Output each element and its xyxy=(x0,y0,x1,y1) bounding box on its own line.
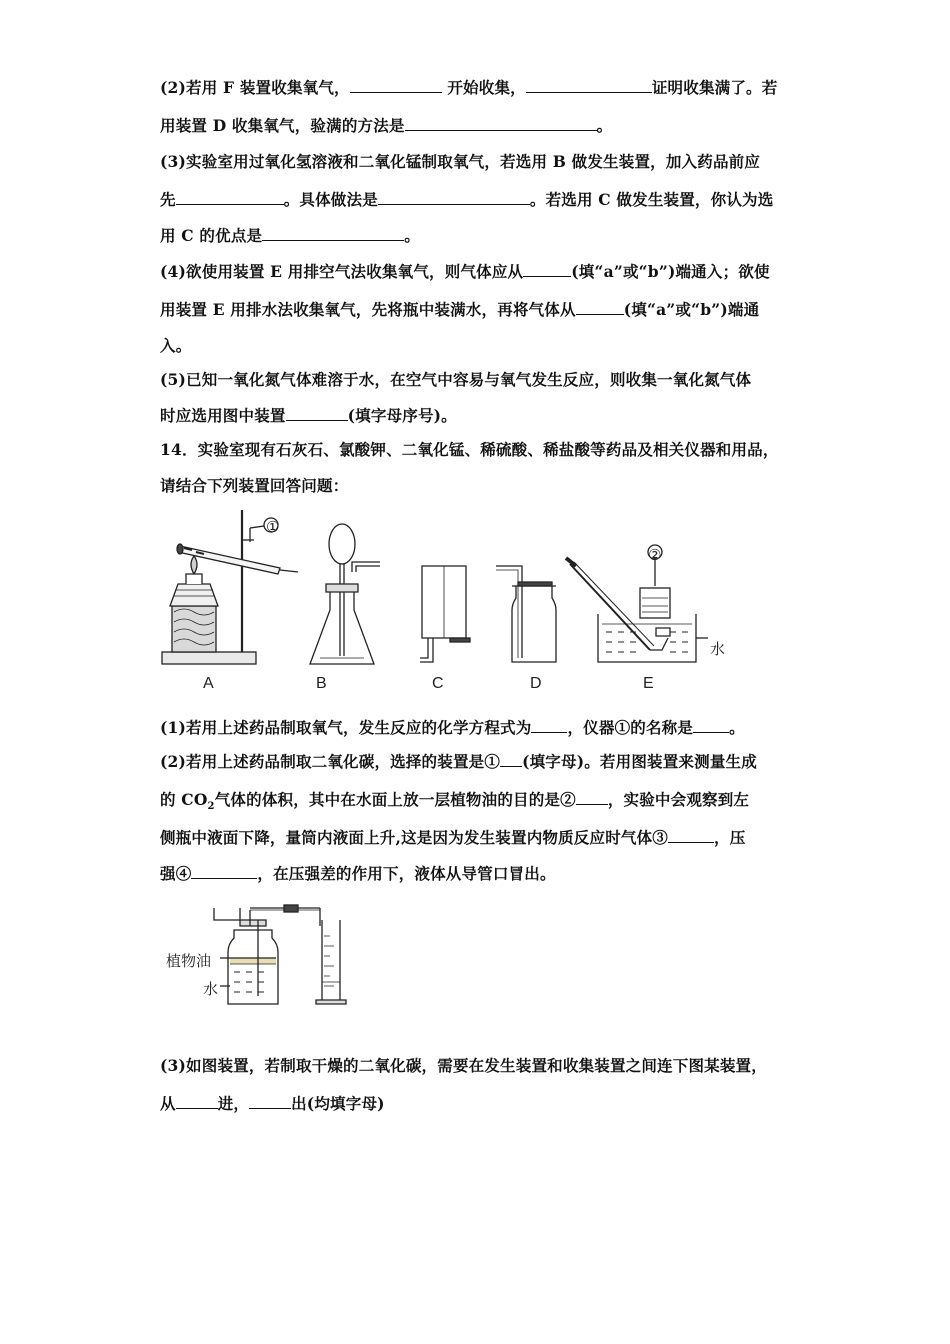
q13-p2-text-a: (2)若用 F 装置收集氧气， xyxy=(160,78,350,97)
q14-p2-line1 xyxy=(160,752,757,772)
q14-p3-text-d: 出(均填字母) xyxy=(291,1094,385,1113)
q14-p1-line xyxy=(160,718,745,738)
q13-p2-line1 xyxy=(160,78,777,98)
water-label-2: 水 xyxy=(203,981,219,998)
q14-stem-line2 xyxy=(160,476,348,496)
q13-p2-text-b: 开始收集， xyxy=(441,78,526,97)
answer-blank[interactable] xyxy=(576,790,608,805)
q14-p2-text-c2: 气体的体积，其中在水面上放一层植物油的目的是② xyxy=(214,790,576,809)
vegetable-oil-label: 植物油 xyxy=(166,953,212,970)
q13-p5-line1 xyxy=(160,370,751,390)
answer-blank[interactable] xyxy=(176,190,284,205)
q14-p2-text-a: (2)若用上述药品制取二氧化碳，选择的装置是① xyxy=(160,752,501,771)
answer-blank[interactable] xyxy=(286,406,348,421)
q14-p2-text-c3: ，实验中会观察到左 xyxy=(607,790,750,809)
q13-p3-text-c: 。具体做法是 xyxy=(283,190,378,209)
q13-p3-line2 xyxy=(160,190,773,210)
answer-blank[interactable] xyxy=(693,718,729,733)
q13-p4-line2 xyxy=(160,300,759,320)
q13-p3-text-d: 。若选用 C 做发生装置，你认为选 xyxy=(529,190,774,209)
q13-p3-text-f: 。 xyxy=(404,226,420,245)
measurement-figure xyxy=(200,896,370,1012)
answer-blank[interactable] xyxy=(500,752,522,767)
q13-p5-line2 xyxy=(160,406,457,426)
q14-p2-text-d2: ，压 xyxy=(714,828,746,847)
answer-blank[interactable] xyxy=(176,1094,218,1109)
q14-p2-text-b: (填字母)。若用图装置来测量生成 xyxy=(522,752,757,771)
label-d: D xyxy=(530,675,542,692)
q13-p3-line1 xyxy=(160,152,760,172)
q13-p4-text-e: 入。 xyxy=(160,336,192,355)
answer-blank[interactable] xyxy=(191,864,257,879)
q13-p3-text-b: 先 xyxy=(160,190,176,209)
q13-p5-text-c: (填字母序号)。 xyxy=(347,406,457,425)
q14-p2-text-d1: 侧瓶中液面下降，量筒内液面上升,这是因为发生装置内物质反应时气体③ xyxy=(160,828,668,847)
answer-blank[interactable] xyxy=(378,190,530,205)
q14-p2-text-c1: 的 CO xyxy=(160,790,208,809)
q13-p2-text-e: 。 xyxy=(596,116,613,135)
answer-blank[interactable] xyxy=(405,116,597,131)
q14-p2-line3 xyxy=(160,828,745,848)
q13-p3-line3 xyxy=(160,226,420,246)
q13-p4-text-d: (填“a”或“b”)端通 xyxy=(623,300,760,319)
co2-subscript: 2 xyxy=(207,801,215,813)
q14-p2-line4 xyxy=(160,864,556,884)
apparatus-e xyxy=(566,545,708,662)
q13-p5-text-b: 时应选用图中装置 xyxy=(160,406,286,425)
answer-blank[interactable] xyxy=(668,828,714,843)
apparatus-c xyxy=(420,566,470,662)
q14-p2-text-e2: ，在压强差的作用下，液体从导管口冒出。 xyxy=(257,864,556,883)
mark-2-label: ② xyxy=(648,547,662,564)
q13-p2-text-c: 证明收集满了。若 xyxy=(651,78,778,97)
q13-p2-text-d: 用装置 D 收集氧气，验满的方法是 xyxy=(160,116,405,135)
q14-stem-line1 xyxy=(160,440,779,460)
answer-blank[interactable] xyxy=(531,718,567,733)
q14-p1-text-b: ，仪器①的名称是 xyxy=(567,718,694,737)
q13-p2-line2 xyxy=(160,116,612,136)
q13-p4-line1 xyxy=(160,262,770,282)
q13-p4-line3 xyxy=(160,336,191,356)
q14-p1-text-a: (1)若用上述药品制取氧气，发生反应的化学方程式为 xyxy=(160,718,532,737)
label-b: B xyxy=(316,675,327,692)
q14-p3-text-b: 从 xyxy=(160,1094,176,1113)
apparatus-b xyxy=(310,524,380,664)
q14-p3-text-c: 进， xyxy=(217,1094,250,1113)
answer-blank[interactable] xyxy=(523,262,571,277)
apparatus-figure xyxy=(150,500,750,700)
q14-p1-text-c: 。 xyxy=(729,718,745,737)
q14-p3-text-a: (3)如图装置，若制取干燥的二氧化碳，需要在发生装置和收集装置之间连下图某装置， xyxy=(160,1056,767,1075)
apparatus-d xyxy=(496,566,556,662)
label-a: A xyxy=(203,675,214,692)
q13-p5-text-a: (5)已知一氧化氮气体难溶于水，在空气中容易与氧气发生反应，则收集一氧化氮气体 xyxy=(160,370,752,389)
q14-p3-line1 xyxy=(160,1056,767,1076)
q13-p4-text-a: (4)欲使用装置 E 用排空气法收集氧气，则气体应从 xyxy=(160,262,524,281)
answer-blank[interactable] xyxy=(350,78,442,93)
q14-p2-line2 xyxy=(160,790,749,817)
answer-blank[interactable] xyxy=(262,226,404,241)
q14-p2-text-e1: 强④ xyxy=(160,864,192,883)
q13-p4-text-b: (填“a”或“b”)端通入；欲使 xyxy=(571,262,770,281)
answer-blank[interactable] xyxy=(249,1094,291,1109)
q14-p3-line2 xyxy=(160,1094,385,1114)
q13-p4-text-c: 用装置 E 用排水法收集氧气，先将瓶中装满水，再将气体从 xyxy=(160,300,576,319)
q14-stem-text-a: 14．实验室现有石灰石、氯酸钾、二氧化锰、稀硫酸、稀盐酸等药品及相关仪器和用品， xyxy=(160,440,779,459)
mark-1-label: ① xyxy=(266,519,280,536)
answer-blank[interactable] xyxy=(576,300,624,315)
label-c: C xyxy=(432,675,444,692)
answer-blank[interactable] xyxy=(526,78,652,93)
label-e: E xyxy=(643,675,654,692)
q13-p3-text-a: (3)实验室用过氧化氢溶液和二氧化锰制取氧气，若选用 B 做发生装置，加入药品前应 xyxy=(160,152,761,171)
water-label: 水 xyxy=(710,641,726,658)
q14-stem-text-b: 请结合下列装置回答问题： xyxy=(160,476,349,495)
q13-p3-text-e: 用 C 的优点是 xyxy=(160,226,263,245)
